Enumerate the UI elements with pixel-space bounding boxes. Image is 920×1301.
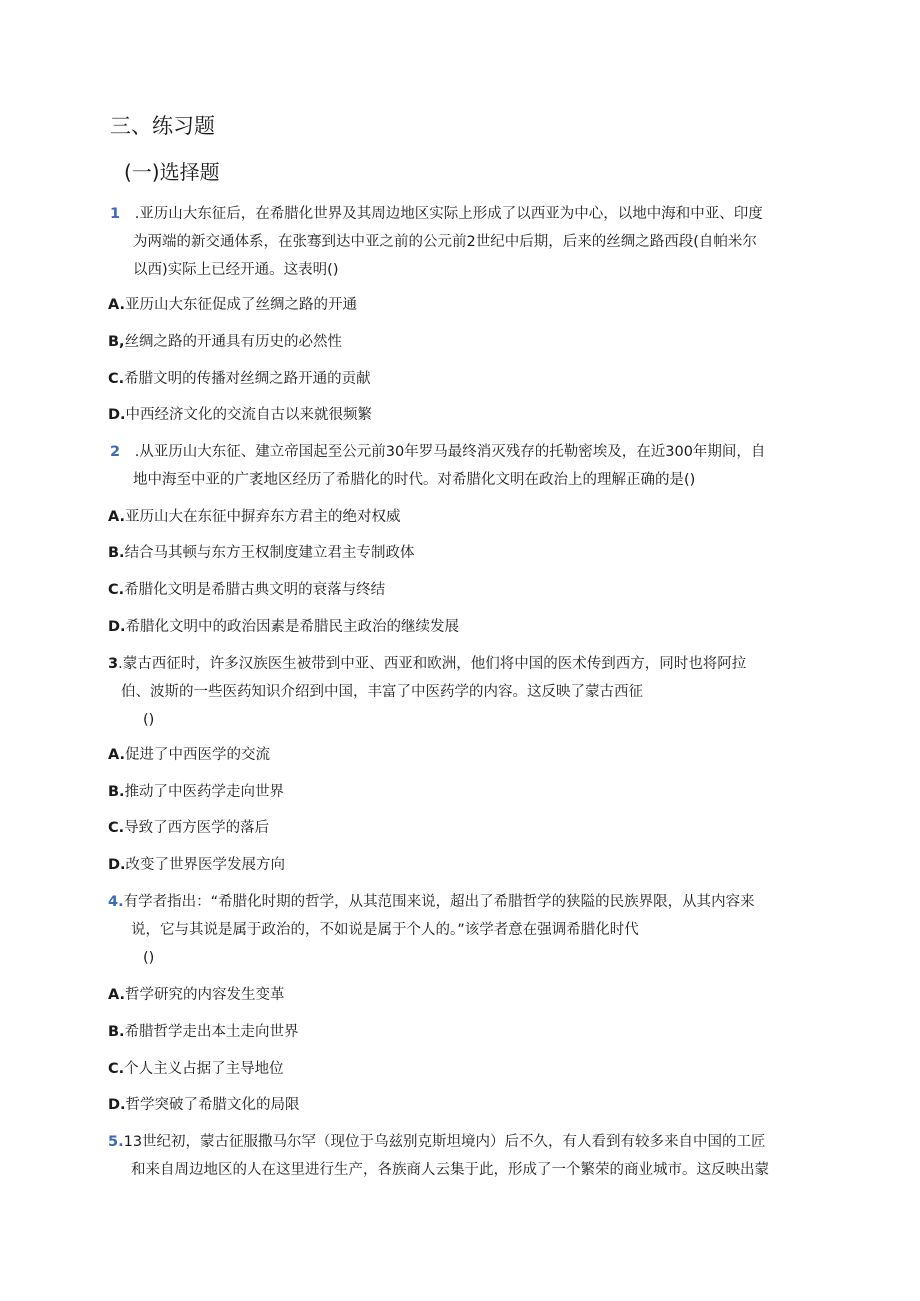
option-c bbox=[108, 368, 371, 390]
question-1-line-1 bbox=[110, 203, 763, 225]
option-b bbox=[108, 542, 415, 564]
question-number: 1 bbox=[110, 206, 121, 222]
option-label: D. bbox=[108, 1097, 126, 1113]
option-label: C. bbox=[108, 1061, 125, 1077]
option-text: 哲学研究的内容发生变革 bbox=[125, 987, 285, 1003]
option-label: A. bbox=[108, 747, 125, 763]
option-label: A. bbox=[108, 987, 125, 1003]
option-label: D. bbox=[108, 619, 126, 635]
section-title: 三、练习题 bbox=[110, 114, 215, 138]
option-text: 推动了中医药学走向世界 bbox=[124, 784, 285, 800]
option-c bbox=[108, 1058, 284, 1080]
option-text: 中西经济文化的交流自古以来就很频繁 bbox=[125, 407, 373, 423]
option-label: C. bbox=[108, 371, 125, 387]
option-c bbox=[108, 817, 269, 839]
option-b bbox=[108, 1021, 299, 1043]
option-b bbox=[108, 781, 284, 803]
option-d bbox=[108, 1094, 300, 1116]
option-text: 亚历山大在东征中摒弃东方君主的绝对权威 bbox=[125, 509, 401, 525]
question-1-line-3: 以西)实际上已经开通。这表明() bbox=[133, 262, 339, 278]
option-b bbox=[108, 331, 342, 353]
option-text: 丝绸之路的开通具有历史的必然性 bbox=[124, 334, 343, 350]
question-3-line-2: 伯、波斯的一些医药知识介绍到中国，丰富了中医药学的内容。这反映了蒙古西征 bbox=[121, 684, 643, 700]
option-label: B. bbox=[108, 545, 125, 561]
question-number: 5. bbox=[108, 1134, 124, 1150]
option-a bbox=[108, 984, 285, 1006]
question-5-line-2: 和来自周边地区的人在这里进行生产，各族商人云集于此，形成了一个繁荣的商业城市。这反映出蒙 bbox=[131, 1162, 769, 1178]
option-a bbox=[108, 294, 357, 316]
option-text: 亚历山大东征促成了丝绸之路的开通 bbox=[125, 297, 357, 313]
option-text: 结合马其顿与东方王权制度建立君主专制政体 bbox=[124, 545, 415, 561]
question-text: 13世纪初，蒙古征服撒马尔罕（现位于乌兹别克斯坦境内）后不久，有人看到有较多来自中国的工匠 bbox=[123, 1134, 766, 1150]
question-2-line-2: 地中海至中亚的广袤地区经历了希腊化的时代。对希腊化文明在政治上的理解正确的是() bbox=[133, 472, 696, 488]
option-label: B, bbox=[108, 334, 125, 350]
question-text: .蒙古西征时，许多汉族医生被带到中亚、西亚和欧洲，他们将中国的医术传到西方，同时也将阿拉 bbox=[118, 656, 747, 672]
option-a bbox=[108, 506, 401, 528]
question-3-line-1 bbox=[108, 653, 746, 675]
option-a bbox=[108, 744, 270, 766]
question-number: 2 bbox=[110, 444, 121, 460]
option-c bbox=[108, 579, 385, 601]
question-4-line-2: 说，它与其说是属于政治的，不如说是属于个人的。”该学者意在强调希腊化时代 bbox=[131, 922, 639, 938]
question-5-line-1 bbox=[108, 1131, 766, 1153]
option-text: 希腊文明的传播对丝绸之路开通的贡献 bbox=[124, 371, 371, 387]
option-label: B. bbox=[108, 1024, 125, 1040]
option-text: 希腊化文明是希腊古典文明的衰落与终结 bbox=[124, 582, 386, 598]
option-label: C. bbox=[108, 582, 125, 598]
question-3-line-3: () bbox=[143, 712, 155, 728]
option-text: 改变了世界医学发展方向 bbox=[125, 857, 286, 873]
option-label: A. bbox=[108, 297, 125, 313]
question-number: 3 bbox=[108, 656, 119, 672]
option-text: 希腊哲学走出本土走向世界 bbox=[124, 1024, 299, 1040]
option-text: 导致了西方医学的落后 bbox=[124, 820, 270, 836]
option-label: D. bbox=[108, 407, 126, 423]
option-text: 个人主义占据了主导地位 bbox=[124, 1061, 284, 1077]
question-1-line-2: 为两端的新交通体系，在张骞到达中亚之前的公元前2世纪中后期，后来的丝绸之路西段(自帕米尔 bbox=[133, 234, 757, 250]
option-text: 哲学突破了希腊文化的局限 bbox=[125, 1097, 300, 1113]
subsection-title: (一)选择题 bbox=[124, 160, 220, 184]
question-text: .亚历山大东征后，在希腊化世界及其周边地区实际上形成了以西亚为中心，以地中海和中亚、印度 bbox=[130, 206, 763, 222]
option-label: C. bbox=[108, 820, 125, 836]
option-text: 希腊化文明中的政治因素是希腊民主政治的继续发展 bbox=[125, 619, 460, 635]
option-label: D. bbox=[108, 857, 126, 873]
option-d bbox=[108, 404, 372, 426]
option-text: 促进了中西医学的交流 bbox=[125, 747, 270, 763]
question-text: 有学者指出：“希腊化时期的哲学，从其范围来说，超出了希腊哲学的狭隘的民族界限，从其内容来 bbox=[123, 894, 755, 910]
question-4-line-1 bbox=[108, 891, 755, 913]
question-2-line-1 bbox=[110, 441, 765, 463]
option-label: B. bbox=[108, 784, 125, 800]
question-4-line-3: () bbox=[143, 950, 155, 966]
question-number: 4. bbox=[108, 894, 124, 910]
option-d bbox=[108, 616, 459, 638]
option-d bbox=[108, 854, 285, 876]
option-label: A. bbox=[108, 509, 125, 525]
question-text: .从亚历山大东征、建立帝国起至公元前30年罗马最终消灭残存的托勒密埃及，在近300年期间，自 bbox=[130, 444, 766, 460]
